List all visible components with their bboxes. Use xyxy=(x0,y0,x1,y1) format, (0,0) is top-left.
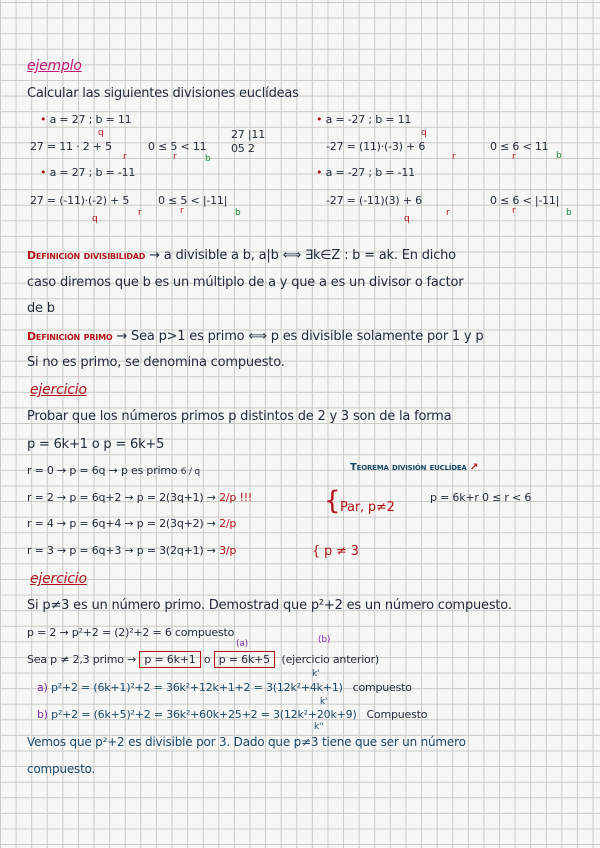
case-r3-note: 3/p xyxy=(219,544,237,557)
conclusion-line1: Vemos que p²+2 es divisible por 3. Dado que p≠3 tiene que ser un número xyxy=(27,735,466,749)
case-r4-note: 2/p xyxy=(219,517,237,530)
tag-b: (b) xyxy=(318,635,331,645)
inequality-b: 0 ≤ 5 < |-11| xyxy=(158,194,228,207)
case-a-line xyxy=(37,681,412,694)
r-label-c: r xyxy=(452,152,456,162)
case-r3 xyxy=(27,544,236,557)
case-a-result: compuesto xyxy=(352,681,412,694)
case-r0-eq: r = 0 → p = 6q → xyxy=(27,464,118,477)
case-r0 xyxy=(27,464,200,477)
inequality-c: 0 ≤ 6 < 11 xyxy=(490,140,549,153)
exercise2-sea: Sea p ≠ 2,3 primo → xyxy=(27,653,137,666)
tag-a: (a) xyxy=(236,639,248,649)
case-b-result: Compuesto xyxy=(366,708,428,721)
equation-b: 27 = (-11)·(-2) + 5 xyxy=(30,194,130,207)
case-a-label: a) xyxy=(37,681,48,694)
previous-exercise-note: (ejercicio anterior) xyxy=(281,653,379,666)
p-not-3-note: { p ≠ 3 xyxy=(312,544,359,559)
exercise1-forms: p = 6k+1 o p = 6k+5 xyxy=(27,437,165,452)
r-label-c2: r xyxy=(512,152,516,162)
exercise2-heading: ejercicio xyxy=(30,571,87,587)
definition-divisibility-label: Definición divisibilidad xyxy=(27,249,146,262)
or-text: o xyxy=(203,653,211,666)
definition-prime-text1: → Sea p>1 es primo ⟺ p es divisible solamente por 1 y p xyxy=(116,329,484,344)
exercise1-statement: Probar que los números primos p distintos de 2 y 3 son de la forma xyxy=(27,409,452,424)
example-d-values: a = -27 ; b = -11 xyxy=(325,166,415,179)
r-label-a: r xyxy=(123,152,127,162)
definition-divisibility xyxy=(27,248,456,263)
case-a-box: p = 6k+1 xyxy=(139,651,200,668)
long-division-a2: 05 2 xyxy=(231,142,255,155)
long-division-a: 27 |11 xyxy=(231,128,265,141)
case-b-box: p = 6k+5 xyxy=(214,651,275,668)
case-r2-eq: r = 2 → p = 6q+2 → p = 2(3q+1) → xyxy=(27,491,216,504)
case-r4-eq: r = 4 → p = 6q+4 → p = 2(3q+2) → xyxy=(27,517,216,530)
equation-d: -27 = (-11)(3) + 6 xyxy=(326,194,422,207)
case-b-equation: p²+2 = (6k+5)²+2 = 36k²+60k+25+2 = 3(12k²+20k+9) xyxy=(51,708,357,721)
q-label-d: q xyxy=(404,214,410,224)
case-r0-fraction: 6 / q xyxy=(180,467,200,477)
definition-divisibility-text2: caso diremos que b es un múltiplo de a y que a es un divisor o factor xyxy=(27,275,464,290)
exercise2-statement: Si p≠3 es un número primo. Demostrad que p²+2 es un número compuesto. xyxy=(27,598,512,613)
example-b-values: a = 27 ; b = -11 xyxy=(49,166,136,179)
case-r4 xyxy=(27,517,236,530)
theorem-label: Teorema división euclídea ↗ xyxy=(350,462,479,473)
case-a-equation: p²+2 = (6k+1)²+2 = 36k²+12k+1+2 = 3(12k²+4k+1) xyxy=(50,681,343,694)
ejemplo-heading: ejemplo xyxy=(27,58,82,74)
b-label-a: b xyxy=(205,154,211,164)
exercise2-p2: p = 2 → p²+2 = (2)²+2 = 6 compuesto xyxy=(27,626,235,639)
r-label-b: r xyxy=(138,208,142,218)
q-label-c: q xyxy=(421,128,427,138)
definition-prime-label: Definición primo xyxy=(27,330,113,343)
definition-divisibility-text3: de b xyxy=(27,301,55,316)
case-b-label: b) xyxy=(37,708,48,721)
r-label-b2: r xyxy=(180,206,184,216)
definition-prime-text2: Si no es primo, se denomina compuesto. xyxy=(27,355,285,370)
k-prime-label: k' xyxy=(312,669,320,679)
definition-divisibility-text1: → a divisible a b, a|b ⟺ ∃k∈Z : b = ak. En dicho xyxy=(149,248,456,263)
inequality-a: 0 ≤ 5 < 11 xyxy=(148,140,207,153)
equation-c: -27 = (11)·(-3) + 6 xyxy=(326,140,426,153)
exercise1-heading: ejercicio xyxy=(30,382,87,398)
example-d: • a = -27 ; b = -11 xyxy=(316,166,415,179)
case-r3-eq: r = 3 → p = 6q+3 → p = 3(2q+1) → xyxy=(27,544,216,557)
r-label-d: r xyxy=(446,208,450,218)
exercise2-cases xyxy=(27,653,379,666)
example-a: • a = 27 ; b = 11 xyxy=(40,113,132,126)
definition-prime xyxy=(27,329,483,344)
inequality-d: 0 ≤ 6 < |-11| xyxy=(490,194,560,207)
division-form: p = 6k+r 0 ≤ r < 6 xyxy=(430,491,532,504)
case-r2 xyxy=(27,491,252,504)
equation-a: 27 = 11 · 2 + 5 xyxy=(30,140,112,153)
b-label-d: b xyxy=(566,208,572,218)
k-prime-b-label: k' xyxy=(320,697,328,707)
case-r2-note: 2/p !!! xyxy=(219,491,253,504)
example-a-values: a = 27 ; b = 11 xyxy=(49,113,132,126)
even-note: Par, p≠2 xyxy=(340,500,395,515)
q-label-b: q xyxy=(92,214,98,224)
q-label-a: q xyxy=(98,128,104,138)
example-b: • a = 27 ; b = -11 xyxy=(40,166,136,179)
r-label-d2: r xyxy=(512,206,516,216)
case-b-line xyxy=(37,708,427,721)
b-label-c: b xyxy=(556,151,562,161)
intro-text: Calcular las siguientes divisiones euclídeas xyxy=(27,86,299,101)
example-c-values: a = -27 ; b = 11 xyxy=(325,113,412,126)
conclusion-line2: compuesto. xyxy=(27,762,96,776)
b-label-b: b xyxy=(235,208,241,218)
case-r0-result: p es primo xyxy=(120,464,178,477)
k-double-prime-label: k'' xyxy=(314,722,324,732)
p-not-3-text: p ≠ 3 xyxy=(324,544,359,559)
example-c: • a = -27 ; b = 11 xyxy=(316,113,412,126)
theorem-text: Teorema división euclídea xyxy=(350,462,467,473)
brace-icon: { xyxy=(324,486,341,516)
r-label-a2: r xyxy=(173,152,177,162)
